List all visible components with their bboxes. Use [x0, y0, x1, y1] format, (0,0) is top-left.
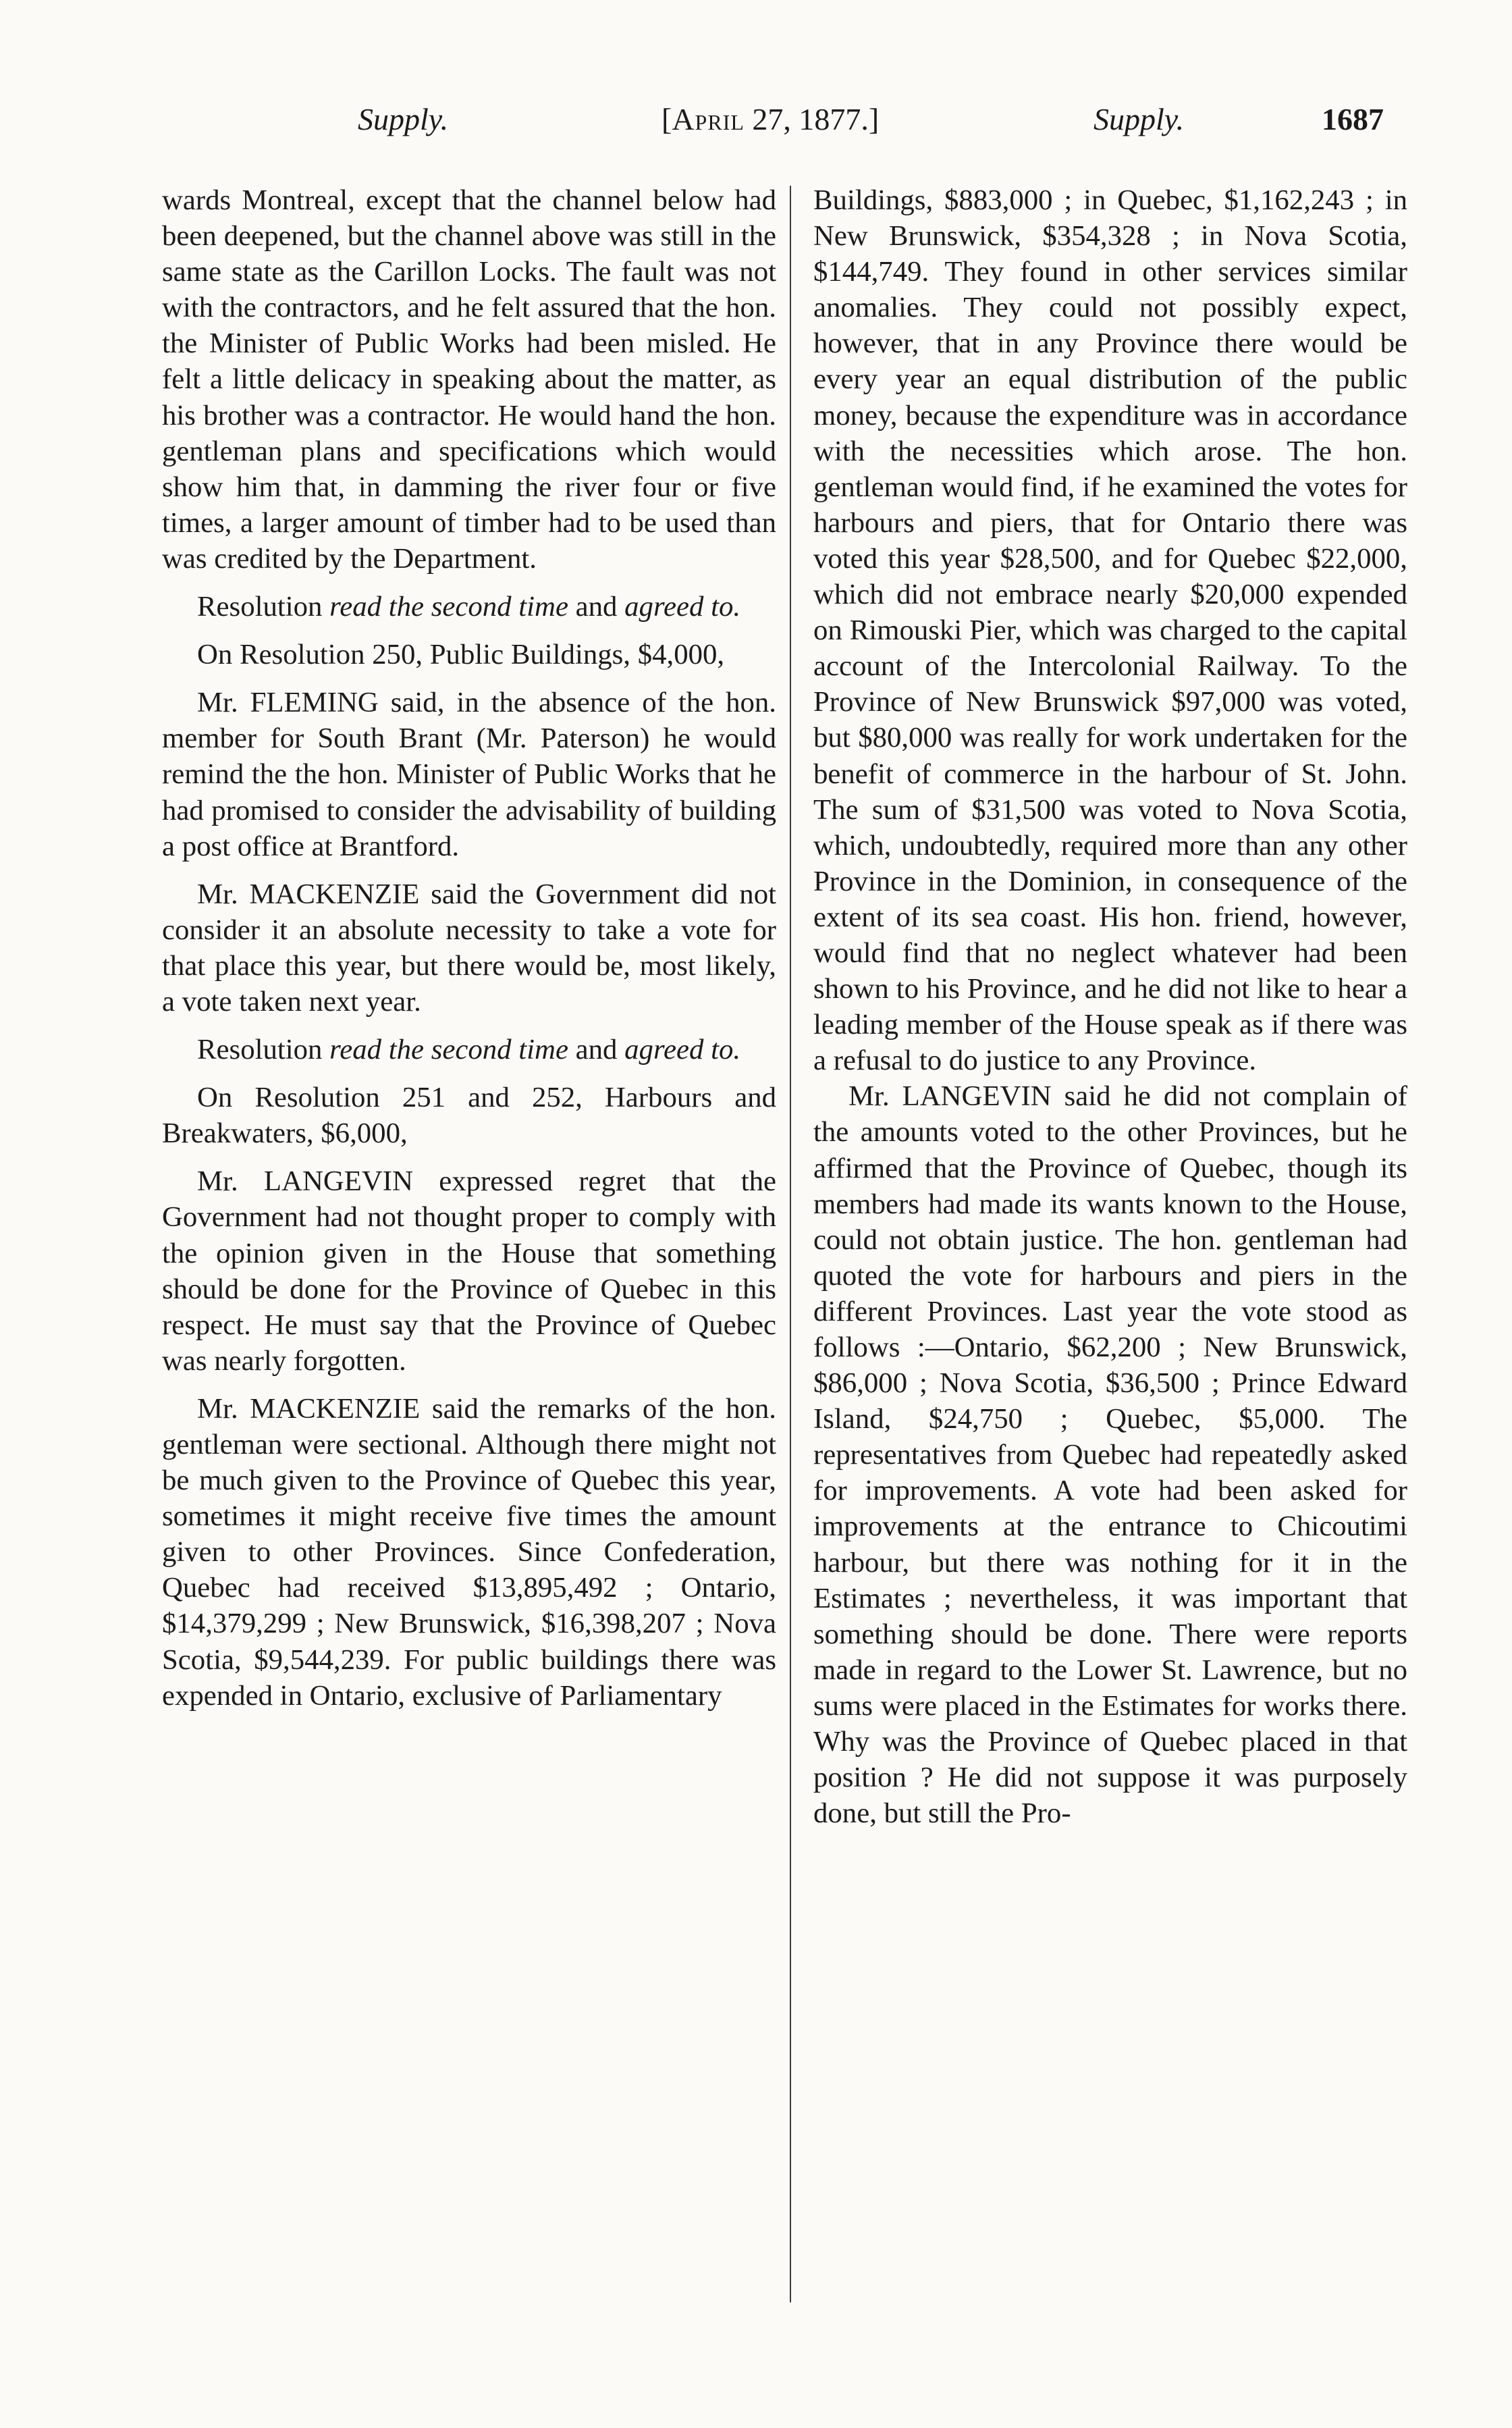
paragraph: On Resolution 251 and 252, Harbours and Breakwaters, $6,000, [162, 1082, 776, 1150]
paragraph: wards Montreal, except that the channel below had been deepened, but the channel above was still in the same state as the Carillon Locks. The fault was not with the contractors, and he felt assured that the hon. the Minister of Public Works had been misled. He felt a little delicacy in speaking about the matter, as his brother was a contractor. He would hand the hon. gentleman plans and specifications which would show him that, in damming the river four or five times, a larger amount of timber had to be used than was credited by the Department. [162, 184, 776, 575]
header-date-rest: 27, 1877.] [744, 102, 880, 136]
paragraph: On Resolution 250, Public Buildings, $4,000, [197, 639, 725, 671]
header-section-left: Supply. [358, 102, 449, 136]
page-number: 1687 [1322, 102, 1384, 136]
paragraph: Mr. MACKENZIE said the Government did not consider it an absolute necessity to take a vote for that place this year, but there would be, most likely, a vote taken next year. [162, 878, 776, 1018]
header-section-right: Supply. [1094, 102, 1185, 136]
right-column [813, 182, 1407, 1831]
header-date-month: April [672, 102, 745, 136]
resolution-paragraph: Resolution read the second time and agreed to. [197, 1034, 741, 1066]
resolution-paragraph: Resolution read the second time and agreed to. [197, 591, 741, 623]
paragraph: Buildings, $883,000 ; in Quebec, $1,162,243 ; in New Brunswick, $354,328 ; in Nova Scotia, $144,749. They found in other services similar anomalies. They could not possibly expect, however, that in any Province there would be every year an equal distribution of the public money, because the expenditure was in accordance with the necessities which arose. The hon. gentleman would find, if he examined the votes for harbours and piers, that for Ontario there was voted this year $28,500, and for Quebec $22,000, which did not embrace nearly $20,000 expended on Rimouski Pier, which was charged to the capital account of the Intercolonial Railway. To the Province of New Brunswick $97,000 was voted, but $80,000 was really for work undertaken for the benefit of commerce in the harbour of St. John. The sum of $31,500 was voted to Nova Scotia, which, undoubtedly, required more than any other Province in the Dominion, in consequence of the extent of its sea coast. His hon. friend, however, would find that no neglect whatever had been shown to his Province, and he did not like to hear a leading member of the House speak as if there was a refusal to do justice to any Province. [813, 184, 1407, 1077]
header-date [662, 101, 879, 137]
paragraph: Mr. FLEMING said, in the absence of the hon. member for South Brant (Mr. Paterson) he would remind the the hon. Minister of Public Works that he had promised to consider the advisability of building a post office at Brantford. [162, 687, 776, 862]
paragraph: Mr. LANGEVIN said he did not complain of the amounts voted to the other Provinces, but he affirmed that the Province of Quebec, though its members had made its wants known to the House, could not obtain justice. The hon. gentleman had quoted the vote for harbours and piers in the different Provinces. Last year the vote stood as follows :—Ontario, $62,200 ; New Brunswick, $86,000 ; Nova Scotia, $36,500 ; Prince Edward Island, $24,750 ; Quebec, $5,000. The representatives from Quebec had repeatedly asked for improvements. A vote had been asked for improvements at the entrance to Chicoutimi harbour, but there was nothing for it in the Estimates ; nevertheless, it was important that something should be done. There were reports made in regard to the Lower St. Lawrence, but no sums were placed in the Estimates for works there. Why was the Province of Quebec placed in that position ? He did not suppose it was purposely done, but still the Pro- [813, 1080, 1407, 1830]
paragraph: Mr. MACKENZIE said the remarks of the hon. gentleman were sectional. Although there might not be much given to the Province of Quebec this year, sometimes it might receive five times the amount given to other Provinces. Since Confederation, Quebec had received $13,895,492 ; Ontario, $14,379,299 ; New Brunswick, $16,398,207 ; Nova Scotia, $9,544,239. For public buildings there was expended in Ontario, exclusive of Parliamentary [162, 1392, 776, 1712]
running-header [162, 101, 1384, 155]
column-divider [790, 186, 791, 2302]
paragraph: Mr. LANGEVIN expressed regret that the Government had not thought proper to comply with the opinion given in the House that something should be done for the Province of Quebec in this respect. He must say that the Province of Quebec was nearly forgotten. [162, 1165, 776, 1377]
header-date-bracket: [ [662, 102, 672, 136]
left-column [162, 182, 776, 1714]
